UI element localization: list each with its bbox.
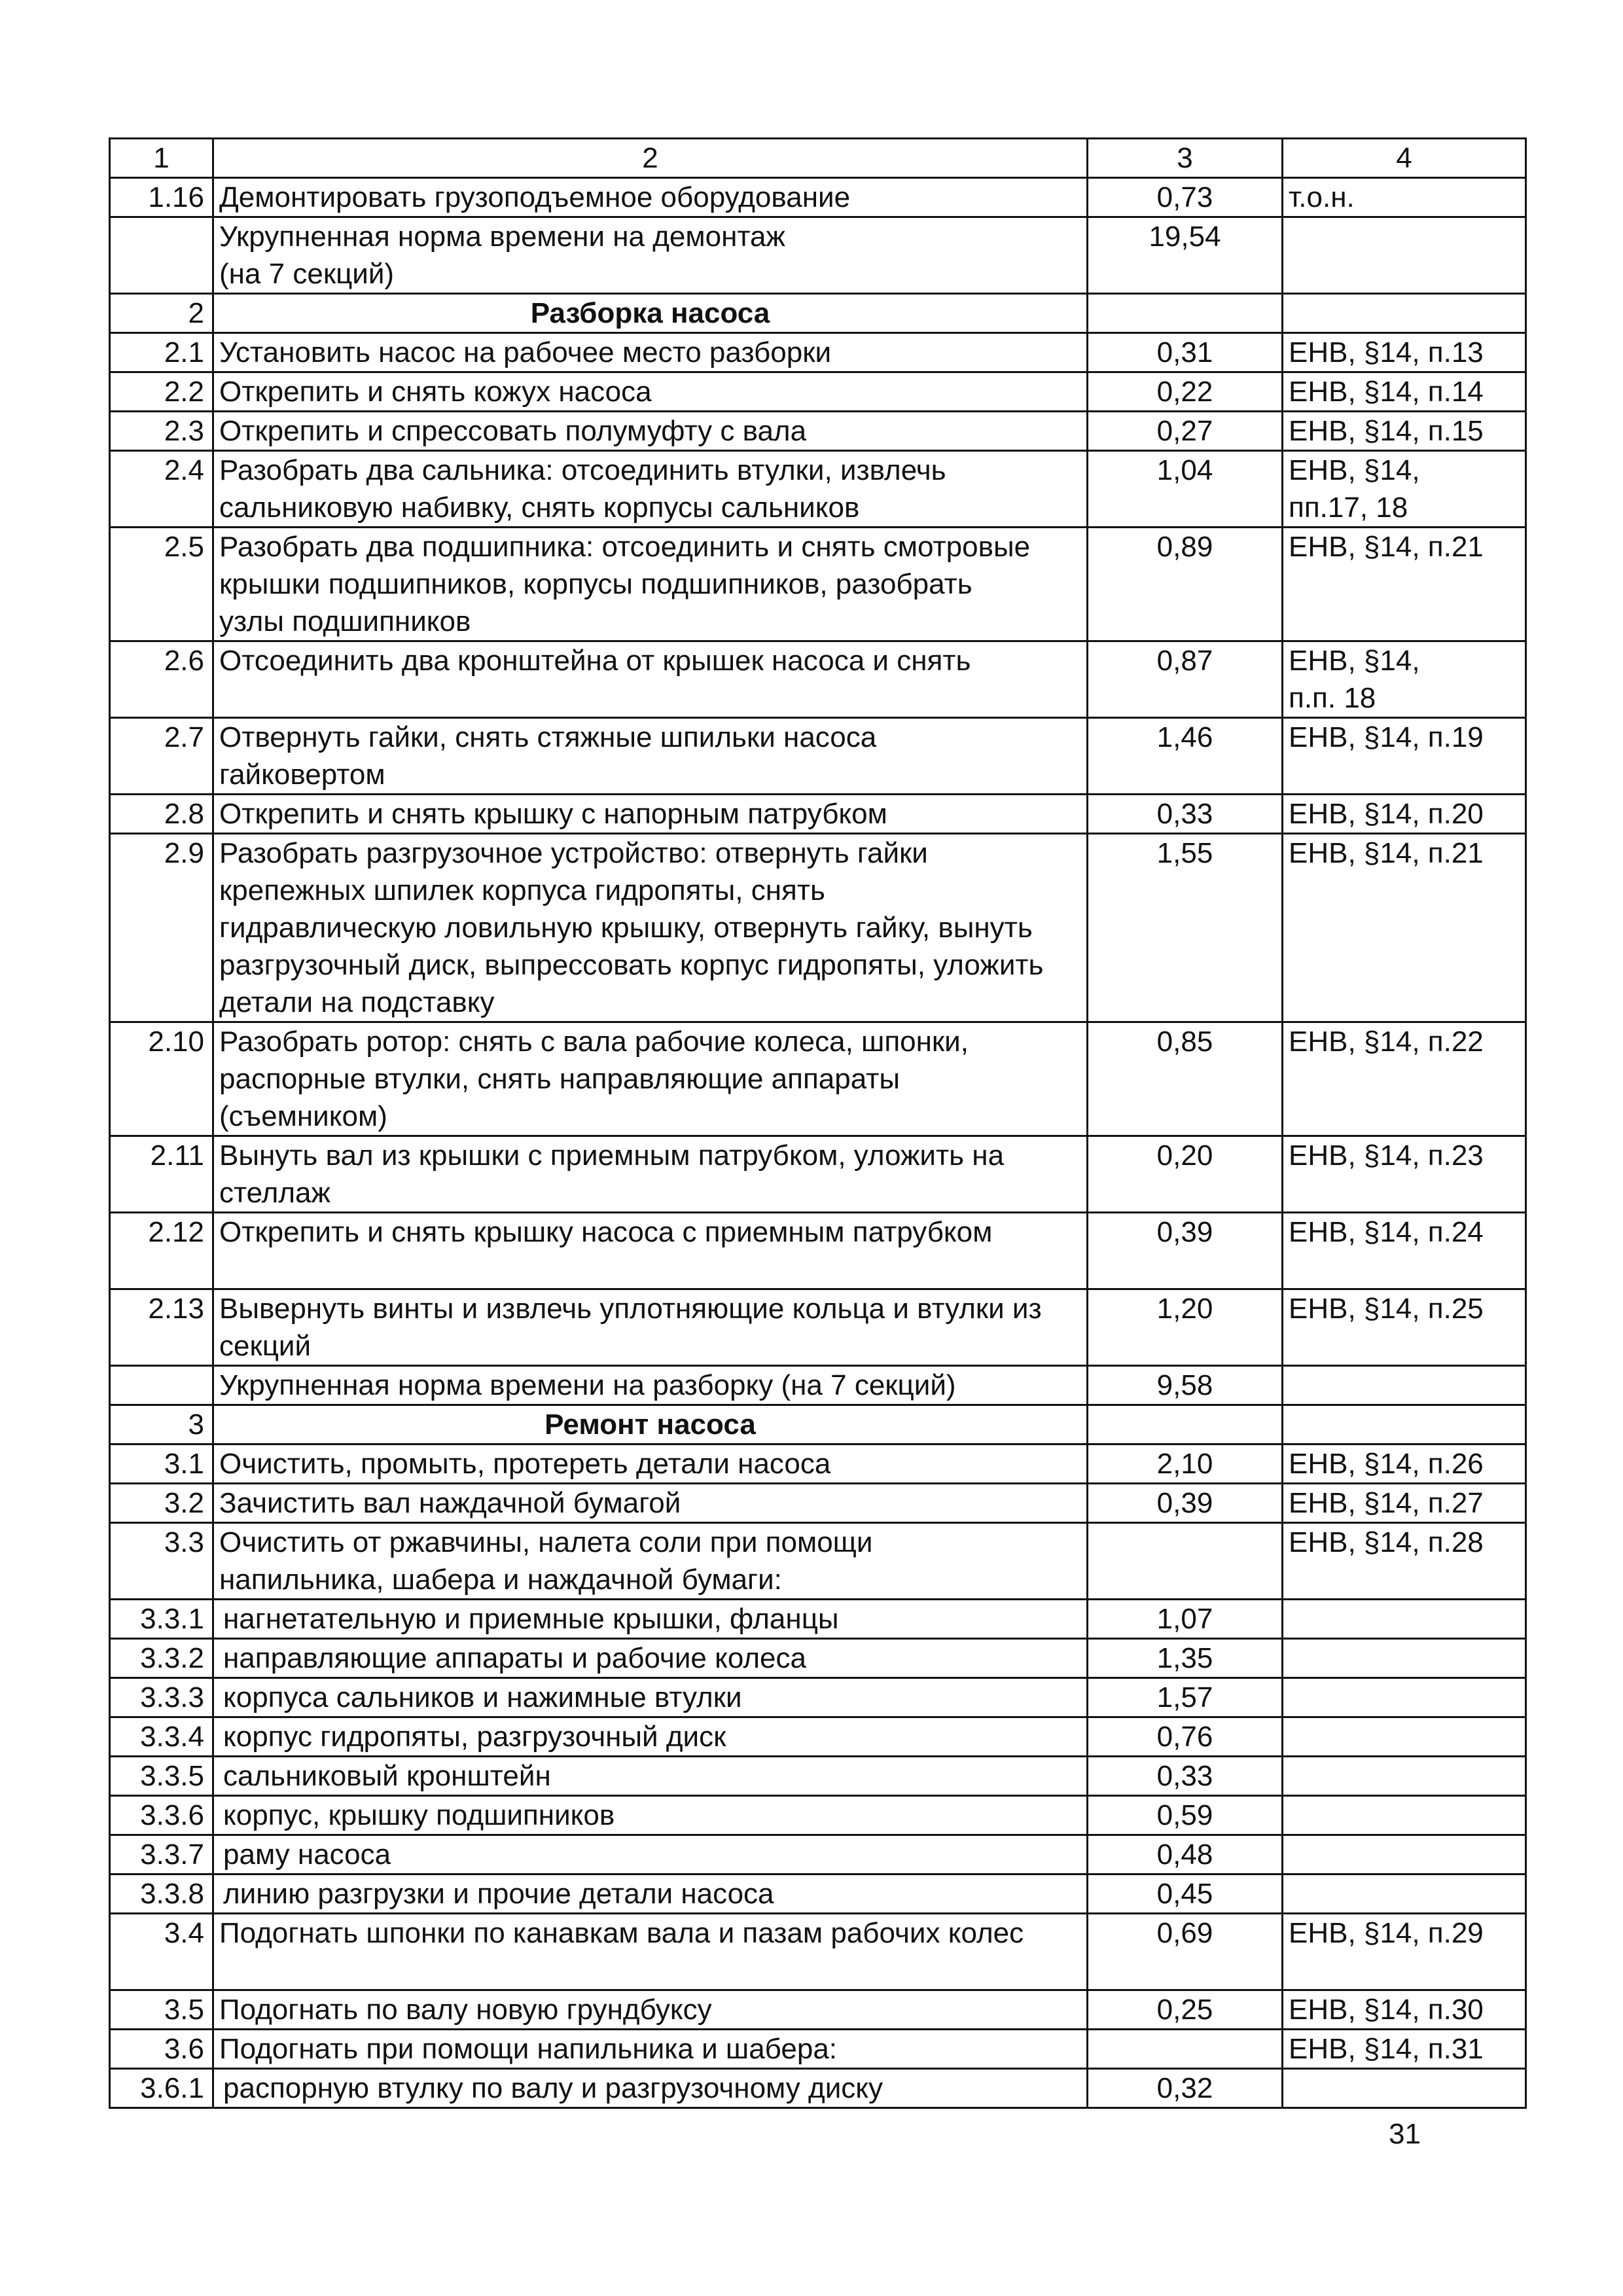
table-row — [110, 2069, 1526, 2108]
table-row — [110, 1914, 1526, 1990]
item-number: 2.13 — [110, 1289, 213, 1366]
norm-reference: ЕНВ, §14, п.13 — [1283, 333, 1526, 372]
norm-reference — [1283, 1639, 1526, 1678]
time-norm: 2,10 — [1088, 1444, 1283, 1484]
table-row — [110, 1835, 1526, 1874]
time-norm: 1,35 — [1088, 1639, 1283, 1678]
operation-description: Открепить и спрессовать полумуфту с вала — [213, 412, 1088, 451]
norm-reference — [1283, 1405, 1526, 1444]
operation-description: Зачистить вал наждачной бумагой — [213, 1484, 1088, 1523]
time-norm: 9,58 — [1088, 1366, 1283, 1405]
table-row — [110, 1523, 1526, 1600]
item-number: 3.3.4 — [110, 1717, 213, 1757]
operation-description: Очистить от ржавчины, налета соли при помощи напильника, шабера и наждачной бумаги: — [213, 1523, 1088, 1600]
item-number: 3.2 — [110, 1484, 213, 1523]
time-norm: 0,69 — [1088, 1914, 1283, 1990]
time-norm: 0,76 — [1088, 1717, 1283, 1757]
item-number: 2.3 — [110, 412, 213, 451]
table-row — [110, 1366, 1526, 1405]
norm-reference: ЕНВ, §14, п.23 — [1283, 1136, 1526, 1213]
norm-reference: ЕНВ, §14, п.24 — [1283, 1213, 1526, 1289]
operation-description: распорную втулку по валу и разгрузочному диску — [213, 2069, 1088, 2108]
table-row — [110, 372, 1526, 412]
operation-description: корпуса сальников и нажимные втулки — [213, 1678, 1088, 1717]
item-number: 2.1 — [110, 333, 213, 372]
table-row — [110, 1444, 1526, 1484]
time-norm: 0,85 — [1088, 1022, 1283, 1136]
time-norm: 1,55 — [1088, 834, 1283, 1022]
table-body — [110, 139, 1526, 2108]
item-number: 2.10 — [110, 1022, 213, 1136]
operation-description: направляющие аппараты и рабочие колеса — [213, 1639, 1088, 1678]
table-row — [110, 1678, 1526, 1717]
norm-reference — [1283, 2069, 1526, 2108]
time-norm: 0,33 — [1088, 1757, 1283, 1796]
time-norm: 0,22 — [1088, 372, 1283, 412]
operation-description: Отсоединить два кронштейна от крышек насоса и снять — [213, 641, 1088, 718]
norm-reference — [1283, 1678, 1526, 1717]
time-norm: 0,73 — [1088, 178, 1283, 217]
item-number: 3.3.2 — [110, 1639, 213, 1678]
item-number — [110, 1366, 213, 1405]
time-norm: 0,59 — [1088, 1796, 1283, 1835]
norm-reference: ЕНВ, §14, п.15 — [1283, 412, 1526, 451]
time-norm: 19,54 — [1088, 217, 1283, 294]
table-row — [110, 641, 1526, 718]
norm-reference: ЕНВ, §14, пп.17, 18 — [1283, 451, 1526, 528]
item-number: 1.16 — [110, 178, 213, 217]
section-row — [110, 294, 1526, 333]
table-row — [110, 834, 1526, 1022]
operation-description: Разобрать два сальника: отсоединить втулки, извлечь сальниковую набивку, снять корпусы сальников — [213, 451, 1088, 528]
time-norm — [1088, 2030, 1283, 2069]
section-row — [110, 1405, 1526, 1444]
time-norm: 0,48 — [1088, 1835, 1283, 1874]
operation-description: Разобрать разгрузочное устройство: отвернуть гайки крепежных шпилек корпуса гидропяты, снять гидравлическую ловильную крышку, отвернуть гайку, вынуть разгрузочный диск, выпрессовать корпус гидропяты, уложить детали на подставку — [213, 834, 1088, 1022]
norm-reference — [1283, 1874, 1526, 1914]
time-norm: 0,25 — [1088, 1990, 1283, 2030]
norm-reference: ЕНВ, §14, п.29 — [1283, 1914, 1526, 1990]
item-number: 3.1 — [110, 1444, 213, 1484]
item-number: 2.6 — [110, 641, 213, 718]
time-norm: 0,39 — [1088, 1484, 1283, 1523]
norm-reference: ЕНВ, §14, п.22 — [1283, 1022, 1526, 1136]
table-row — [110, 1213, 1526, 1289]
time-norm — [1088, 1523, 1283, 1600]
operation-description: Вывернуть винты и извлечь уплотняющие кольца и втулки из секций — [213, 1289, 1088, 1366]
item-number: 3.3.7 — [110, 1835, 213, 1874]
time-norm: 1,04 — [1088, 451, 1283, 528]
operation-description: Подогнать по валу новую грундбуксу — [213, 1990, 1088, 2030]
item-number: 2 — [110, 294, 213, 333]
table-row — [110, 1757, 1526, 1796]
item-number: 3.3 — [110, 1523, 213, 1600]
norm-reference: ЕНВ, §14, п.21 — [1283, 834, 1526, 1022]
norm-reference: ЕНВ, §14, п.25 — [1283, 1289, 1526, 1366]
operation-description: Открепить и снять кожух насоса — [213, 372, 1088, 412]
operation-description: Подогнать при помощи напильника и шабера: — [213, 2030, 1088, 2069]
table-row — [110, 1022, 1526, 1136]
norm-reference — [1283, 1796, 1526, 1835]
table-row — [110, 1717, 1526, 1757]
norm-reference: ЕНВ, §14, п.30 — [1283, 1990, 1526, 2030]
norm-reference: ЕНВ, §14, п.21 — [1283, 528, 1526, 641]
item-number: 3.4 — [110, 1914, 213, 1990]
time-norm: 0,32 — [1088, 2069, 1283, 2108]
item-number: 2.11 — [110, 1136, 213, 1213]
operation-description: Укрупненная норма времени на демонтаж (на 7 секций) — [213, 217, 1088, 294]
time-norm: 1,46 — [1088, 718, 1283, 795]
time-norm: 0,87 — [1088, 641, 1283, 718]
operation-description: Вынуть вал из крышки с приемным патрубком, уложить на стеллаж — [213, 1136, 1088, 1213]
item-number: 3.3.6 — [110, 1796, 213, 1835]
section-title: Ремонт насоса — [213, 1405, 1088, 1444]
operation-description: корпус, крышку подшипников — [213, 1796, 1088, 1835]
operation-description: Разобрать два подшипника: отсоединить и снять смотровые крышки подшипников, корпусы подшипников, разобрать узлы подшипников — [213, 528, 1088, 641]
norm-reference — [1283, 1366, 1526, 1405]
table-row — [110, 528, 1526, 641]
item-number: 2.9 — [110, 834, 213, 1022]
norm-reference — [1283, 1600, 1526, 1639]
norms-table — [109, 137, 1527, 2109]
operation-description: Очистить, промыть, протереть детали насоса — [213, 1444, 1088, 1484]
item-number: 3.6 — [110, 2030, 213, 2069]
time-norm: 0,89 — [1088, 528, 1283, 641]
header-cell-1: 1 — [110, 139, 213, 178]
page-number: 31 — [1389, 2118, 1421, 2150]
item-number: 3 — [110, 1405, 213, 1444]
operation-description: сальниковый кронштейн — [213, 1757, 1088, 1796]
table-row — [110, 412, 1526, 451]
norm-reference: ЕНВ, §14, п.20 — [1283, 795, 1526, 834]
time-norm: 0,45 — [1088, 1874, 1283, 1914]
norm-reference: ЕНВ, §14, п.26 — [1283, 1444, 1526, 1484]
item-number: 2.12 — [110, 1213, 213, 1289]
item-number: 3.3.5 — [110, 1757, 213, 1796]
table-row — [110, 1289, 1526, 1366]
time-norm: 0,33 — [1088, 795, 1283, 834]
time-norm: 1,07 — [1088, 1600, 1283, 1639]
time-norm: 1,57 — [1088, 1678, 1283, 1717]
operation-description: линию разгрузки и прочие детали насоса — [213, 1874, 1088, 1914]
operation-description: Открепить и снять крышку насоса с приемным патрубком — [213, 1213, 1088, 1289]
time-norm: 0,27 — [1088, 412, 1283, 451]
operation-description: Укрупненная норма времени на разборку (на 7 секций) — [213, 1366, 1088, 1405]
time-norm — [1088, 294, 1283, 333]
header-cell-2: 2 — [213, 139, 1088, 178]
item-number: 2.4 — [110, 451, 213, 528]
item-number: 2.7 — [110, 718, 213, 795]
table-row — [110, 718, 1526, 795]
header-row — [110, 139, 1526, 178]
norm-reference: т.о.н. — [1283, 178, 1526, 217]
norm-reference — [1283, 1717, 1526, 1757]
norm-reference — [1283, 294, 1526, 333]
operation-description: раму насоса — [213, 1835, 1088, 1874]
table-row — [110, 1990, 1526, 2030]
operation-description: Открепить и снять крышку с напорным патрубком — [213, 795, 1088, 834]
header-cell-4: 4 — [1283, 139, 1526, 178]
header-cell-3: 3 — [1088, 139, 1283, 178]
norm-reference — [1283, 217, 1526, 294]
time-norm: 0,31 — [1088, 333, 1283, 372]
table-row — [110, 795, 1526, 834]
item-number — [110, 217, 213, 294]
norm-reference: ЕНВ, §14, п.19 — [1283, 718, 1526, 795]
norm-reference: ЕНВ, §14, п.27 — [1283, 1484, 1526, 1523]
norm-reference — [1283, 1835, 1526, 1874]
norm-reference: ЕНВ, §14, п.28 — [1283, 1523, 1526, 1600]
item-number: 3.3.8 — [110, 1874, 213, 1914]
operation-description: нагнетательную и приемные крышки, фланцы — [213, 1600, 1088, 1639]
item-number: 3.5 — [110, 1990, 213, 2030]
table-row — [110, 1484, 1526, 1523]
item-number: 3.6.1 — [110, 2069, 213, 2108]
table-row — [110, 1796, 1526, 1835]
time-norm: 1,20 — [1088, 1289, 1283, 1366]
norm-reference: ЕНВ, §14, п.14 — [1283, 372, 1526, 412]
norm-reference: ЕНВ, §14, п.п. 18 — [1283, 641, 1526, 718]
table-row — [110, 178, 1526, 217]
operation-description: корпус гидропяты, разгрузочный диск — [213, 1717, 1088, 1757]
section-title: Разборка насоса — [213, 294, 1088, 333]
operation-description: Установить насос на рабочее место разборки — [213, 333, 1088, 372]
table-row — [110, 217, 1526, 294]
time-norm — [1088, 1405, 1283, 1444]
operation-description: Подогнать шпонки по канавкам вала и пазам рабочих колес — [213, 1914, 1088, 1990]
table-row — [110, 451, 1526, 528]
operation-description: Демонтировать грузоподъемное оборудование — [213, 178, 1088, 217]
table-row — [110, 1874, 1526, 1914]
item-number: 3.3.3 — [110, 1678, 213, 1717]
table-row — [110, 1639, 1526, 1678]
item-number: 3.3.1 — [110, 1600, 213, 1639]
time-norm: 0,20 — [1088, 1136, 1283, 1213]
table-row — [110, 1136, 1526, 1213]
norm-reference: ЕНВ, §14, п.31 — [1283, 2030, 1526, 2069]
item-number: 2.8 — [110, 795, 213, 834]
time-norm: 0,39 — [1088, 1213, 1283, 1289]
operation-description: Отвернуть гайки, снять стяжные шпильки насоса гайковертом — [213, 718, 1088, 795]
table-row — [110, 333, 1526, 372]
item-number: 2.2 — [110, 372, 213, 412]
table-row — [110, 2030, 1526, 2069]
item-number: 2.5 — [110, 528, 213, 641]
norm-reference — [1283, 1757, 1526, 1796]
operation-description: Разобрать ротор: снять с вала рабочие колеса, шпонки, распорные втулки, снять направляющие аппараты (съемником) — [213, 1022, 1088, 1136]
table-row — [110, 1600, 1526, 1639]
